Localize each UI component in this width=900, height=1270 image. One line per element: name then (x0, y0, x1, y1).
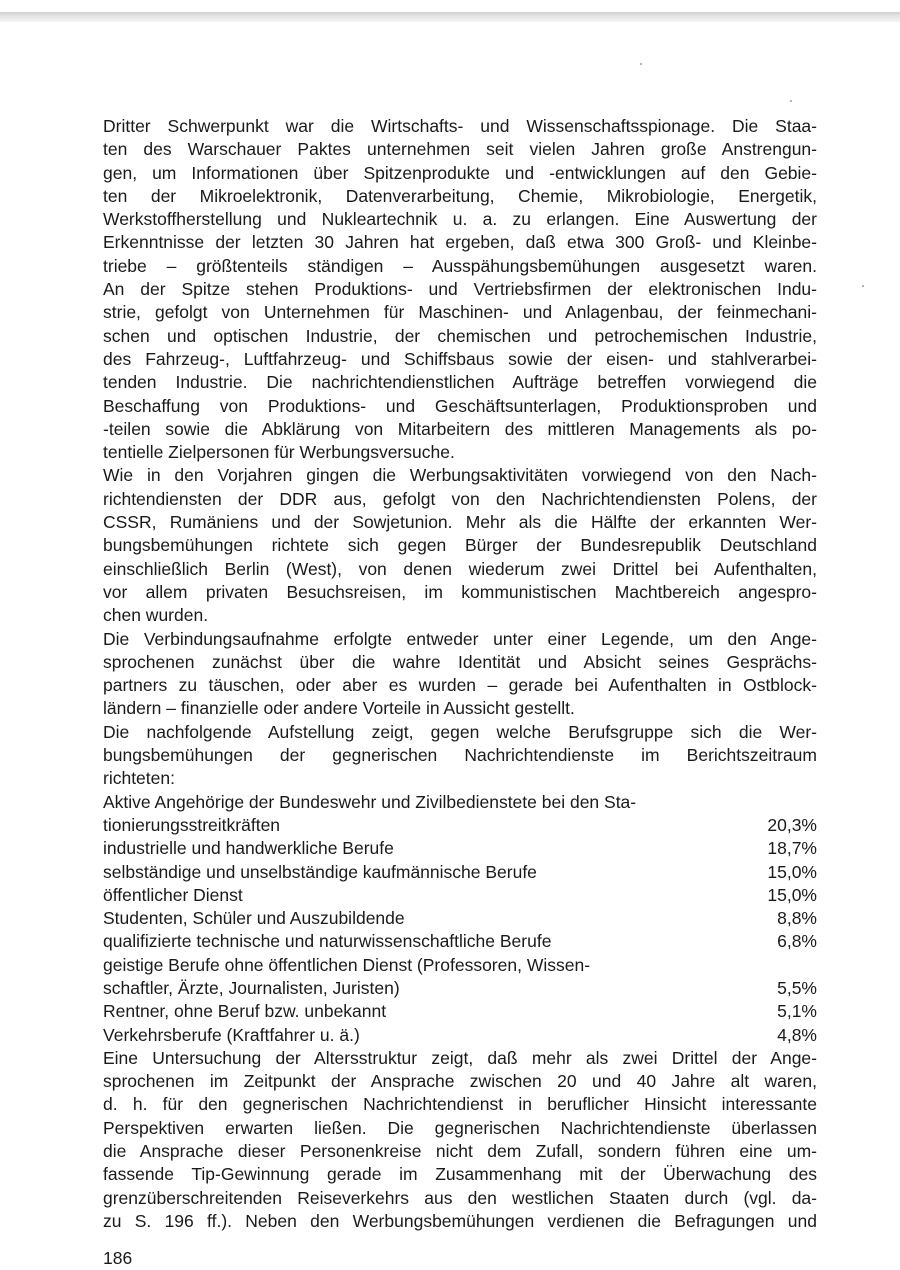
scan-speck (640, 63, 642, 65)
list-item (103, 1000, 817, 1023)
list-item (103, 907, 817, 930)
list-item (103, 1024, 817, 1047)
text-line: Wie in den Vorjahren gingen die Werbungsaktivitäten vorwiegend von den Nach- (103, 465, 817, 486)
scan-speck (790, 100, 792, 102)
list-item-label: tionierungsstreitkräften (103, 814, 281, 835)
page-number: 186 (103, 1248, 133, 1268)
scan-shadow-edge (0, 12, 900, 22)
text-line: sprochenen im Zeitpunkt der Ansprache zwischen 20 und 40 Jahre alt waren, (103, 1071, 817, 1092)
list-item (103, 930, 817, 953)
text-line: des Fahrzeug-, Luftfahrzeug- und Schiffsbaus sowie der eisen- und stahlverarbei- (103, 348, 817, 369)
text-line: richtendiensten der DDR aus, gefolgt von den Nachrichtendiensten Polens, der (103, 488, 817, 509)
list-item (103, 861, 817, 884)
text-line: bungsbemühungen richtete sich gegen Bürger der Bundesrepublik Deutschland (103, 535, 817, 556)
list-item-percent: 8,8% (777, 908, 817, 929)
list-item-percent: 15,0% (767, 884, 817, 905)
text-line: Die nachfolgende Aufstellung zeigt, gegen welche Berufsgruppe sich die Wer- (103, 721, 817, 742)
list-item-label: industrielle und handwerkliche Berufe (103, 838, 394, 859)
list-item-label: öffentlicher Dienst (103, 884, 243, 905)
text-line: Werkstoffherstellung und Nukleartechnik u. a. zu erlangen. Eine Auswertung der (103, 209, 817, 230)
list-item-label: selbständige und unselbständige kaufmännische Berufe (103, 861, 537, 882)
text-line: ten der Mikroelektronik, Datenverarbeitung, Chemie, Mikrobiologie, Energetik, (103, 185, 817, 206)
text-line: vor allem privaten Besuchsreisen, im kommunistischen Machtbereich angespro- (103, 581, 817, 602)
text-line: triebe – größtenteils ständigen – Ausspähungsbemühungen ausgesetzt waren. (103, 255, 817, 276)
text-line: gen, um Informationen über Spitzenprodukte und -entwicklungen auf den Gebie- (103, 162, 817, 183)
occupation-list (103, 791, 817, 1047)
list-item-label: schaftler, Ärzte, Journalisten, Juristen) (103, 977, 400, 998)
list-item-percent: 20,3% (767, 814, 817, 835)
text-line: ländern – finanzielle oder andere Vorteile in Aussicht gestellt. (103, 698, 575, 719)
text-line: partners zu täuschen, oder aber es wurden – gerade bei Aufenthalten in Ostblock- (103, 675, 817, 696)
text-line: Eine Untersuchung der Altersstruktur zeigt, daß mehr als zwei Drittel der Ange- (103, 1047, 817, 1068)
text-line: sprochenen zunächst über die wahre Identität und Absicht seines Gesprächs- (103, 651, 817, 672)
list-item-percent: 5,5% (777, 977, 817, 998)
text-line: d. h. für den gegnerischen Nachrichtendienst in beruflicher Hinsicht interessante (103, 1094, 817, 1115)
text-line: Beschaffung von Produktions- und Geschäftsunterlagen, Produktionsproben und (103, 395, 817, 416)
text-line: Erkenntnisse der letzten 30 Jahren hat ergeben, daß etwa 300 Groß- und Kleinbe- (103, 232, 817, 253)
text-line: Die Verbindungsaufnahme erfolgte entweder unter einer Legende, um den Ange- (103, 628, 817, 649)
list-item (103, 814, 817, 837)
text-line: tenden Industrie. Die nachrichtendienstlichen Aufträge betreffen vorwiegend die (103, 372, 817, 393)
text-line: ten des Warschauer Paktes unternehmen seit vielen Jahren große Anstrengun- (103, 139, 817, 160)
text-line: die Ansprache dieser Personenkreise nicht dem Zufall, sondern führen eine um- (103, 1141, 817, 1162)
list-item (103, 837, 817, 860)
text-line: tentielle Zielpersonen für Werbungsversuche. (103, 442, 455, 463)
text-line: zu S. 196 ff.). Neben den Werbungsbemühungen verdienen die Befragungen und (103, 1210, 817, 1231)
text-line: An der Spitze stehen Produktions- und Vertriebsfirmen der elektronischen Indu- (103, 279, 817, 300)
list-item-percent: 4,8% (777, 1024, 817, 1045)
text-line: Dritter Schwerpunkt war die Wirtschafts- und Wissenschaftsspionage. Die Staa- (103, 116, 817, 136)
list-item-percent: 5,1% (777, 1001, 817, 1022)
list-item-percent: 18,7% (767, 838, 817, 859)
list-item-label: Studenten, Schüler und Auszubildende (103, 908, 405, 929)
text-line: fassende Tip-Gewinnung gerade im Zusammenhang mit der Überwachung des (103, 1164, 817, 1185)
text-line: einschließlich Berlin (West), von denen wiederum zwei Drittel bei Aufenthalten, (103, 558, 817, 579)
list-item (103, 884, 817, 907)
list-item-label: geistige Berufe ohne öffentlichen Dienst (Professoren, Wissen- (103, 954, 591, 975)
list-item-label: Aktive Angehörige der Bundeswehr und Zivilbedienstete bei den Sta- (103, 791, 637, 812)
text-line: bungsbemühungen der gegnerischen Nachrichtendienste im Berichtszeitraum (103, 745, 817, 766)
text-line: -teilen sowie die Abklärung von Mitarbeitern des mittleren Managements als po- (103, 418, 817, 439)
list-item-label: qualifizierte technische und naturwissenschaftliche Berufe (103, 931, 552, 952)
text-line: grenzüberschreitenden Reiseverkehrs aus den westlichen Staaten durch (vgl. da- (103, 1187, 817, 1208)
body-text (103, 115, 817, 1233)
scan-speck (862, 285, 864, 287)
list-item-label: Verkehrsberufe (Kraftfahrer u. ä.) (103, 1024, 360, 1045)
list-item-label: Rentner, ohne Beruf bzw. unbekannt (103, 1001, 387, 1022)
list-item (103, 977, 817, 1000)
text-line: Perspektiven erwarten ließen. Die gegnerischen Nachrichtendienste überlassen (103, 1117, 817, 1138)
text-line: chen wurden. (103, 605, 209, 626)
text-line: richteten: (103, 768, 175, 789)
text-line: strie, gefolgt von Unternehmen für Maschinen- und Anlagenbau, der feinmechani- (103, 302, 817, 323)
text-line: CSSR, Rumäniens und der Sowjetunion. Mehr als die Hälfte der erkannten Wer- (103, 512, 817, 533)
text-line: schen und optischen Industrie, der chemischen und petrochemischen Industrie, (103, 325, 817, 346)
list-item-percent: 15,0% (767, 861, 817, 882)
list-item-percent: 6,8% (777, 931, 817, 952)
